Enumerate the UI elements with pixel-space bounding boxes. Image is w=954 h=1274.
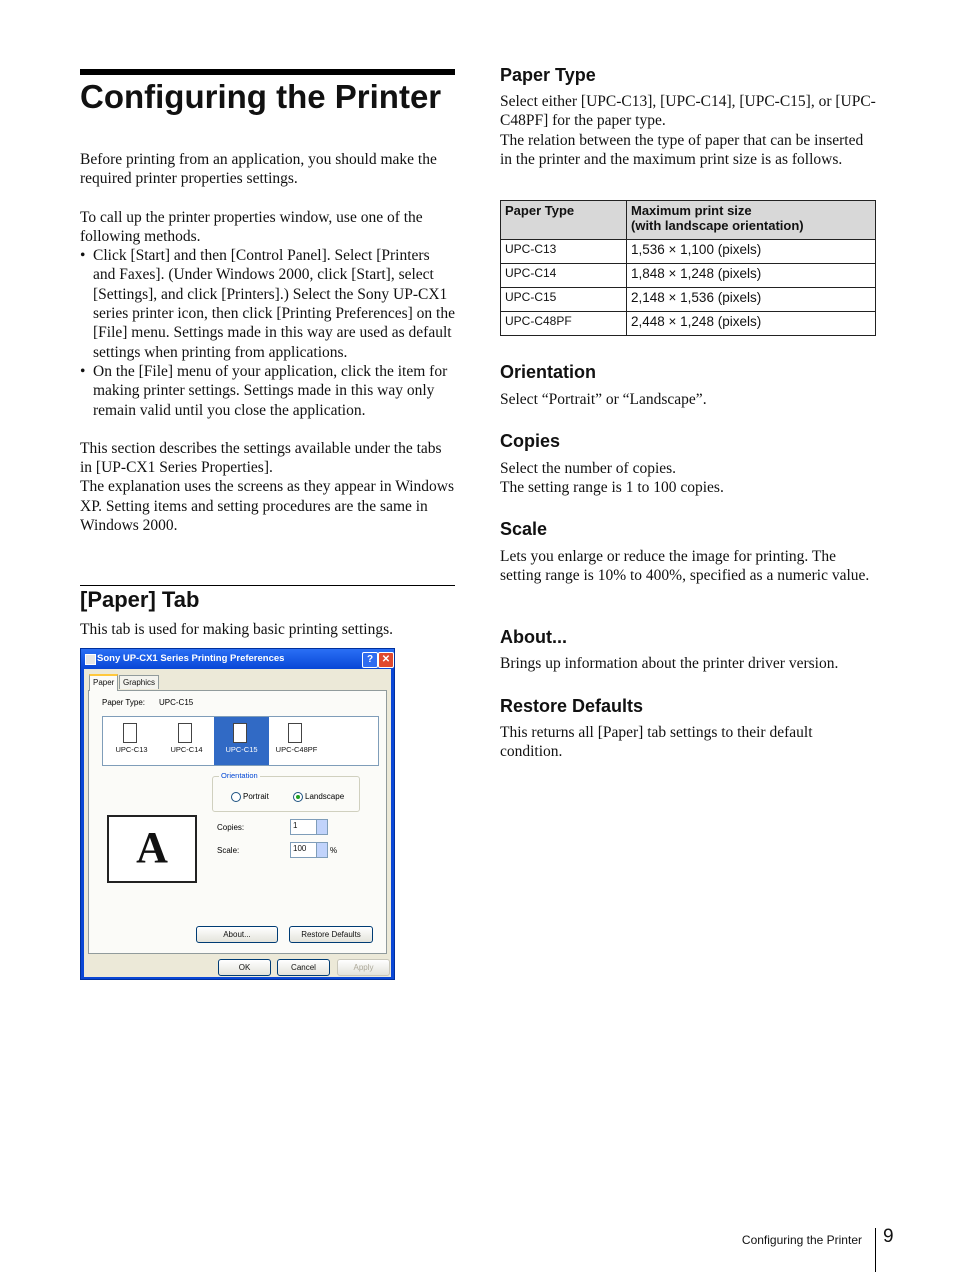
column-header-line-2: (with landscape orientation) <box>631 218 804 233</box>
paper-icon <box>123 723 137 743</box>
close-button[interactable]: ✕ <box>378 652 394 668</box>
scale-unit: % <box>330 846 338 855</box>
scale-heading: Scale <box>500 519 548 539</box>
apply-button[interactable]: Apply <box>337 959 390 976</box>
table-cell: UPC-C13 <box>501 240 627 264</box>
restore-defaults-button[interactable]: Restore Defaults <box>289 926 373 943</box>
paper-type-paragraph-2: The relation between the type of paper that can be inserted in the printer and the maximum print size is as follows. <box>500 131 864 168</box>
about-text: Brings up information about the printer driver version. <box>500 655 839 672</box>
orientation-text: Select “Portrait” or “Landscape”. <box>500 391 707 408</box>
section-rule <box>80 585 455 586</box>
dialog-titlebar <box>81 649 394 669</box>
print-preview <box>107 815 197 883</box>
orientation-group <box>212 771 360 812</box>
paper-type-paragraph-1: Select either [UPC-C13], [UPC-C14], [UPC-C15], or [UPC-C48PF] for the paper type. <box>500 93 876 130</box>
table-cell: UPC-C15 <box>501 288 627 312</box>
paper-item-label: UPC-C14 <box>170 745 203 754</box>
table-cell: UPC-C14 <box>501 264 627 288</box>
printing-preferences-dialog <box>80 648 395 980</box>
copies-label: Copies: <box>217 823 245 832</box>
about-heading: About... <box>500 627 567 647</box>
copies-spin-buttons[interactable] <box>316 820 327 834</box>
paper-item-upc-c15[interactable] <box>214 717 269 765</box>
footer-label: Configuring the Printer <box>741 1233 862 1247</box>
intro-paragraph-2: To call up the printer properties window, use one of the following methods. <box>80 208 423 245</box>
column-header-paper-type: Paper Type <box>501 201 627 240</box>
left-body <box>80 150 455 535</box>
printer-icon <box>85 654 96 665</box>
tab-graphics[interactable]: Graphics <box>119 675 159 689</box>
help-button[interactable]: ? <box>362 652 378 668</box>
page-number: 9 <box>883 1226 894 1247</box>
table-row <box>501 288 876 312</box>
paper-type-value: UPC-C15 <box>159 698 194 707</box>
table-cell: 2,448 × 1,248 (pixels) <box>627 312 876 336</box>
landscape-label: Landscape <box>305 792 345 801</box>
paper-item-label: UPC-C13 <box>115 745 148 754</box>
section-description: This tab is used for making basic printing settings. <box>80 621 393 638</box>
about-button[interactable]: About... <box>196 926 278 943</box>
scale-text: Lets you enlarge or reduce the image for printing. The setting range is 10% to 400%, specified as a numeric value. <box>500 548 870 585</box>
table-cell: 2,148 × 1,536 (pixels) <box>627 288 876 312</box>
list-item: • Click [Start] and then [Control Panel]. Select [Printers and Faxes]. (Under Windows 2000, click [Start], select [Settings], and click [Printers].) Select the Sony UP-CX1 series printer icon, then click [Printing Preferences] on the [File] menu. Settings made in this way are used as default settings when printing from applications. <box>80 246 455 362</box>
scale-value: 100 <box>293 844 307 853</box>
ok-button[interactable]: OK <box>218 959 271 976</box>
scale-label: Scale: <box>217 846 240 855</box>
preview-glyph: A <box>136 823 168 872</box>
paper-type-list <box>102 716 379 766</box>
paper-tab-panel <box>88 690 387 954</box>
footer-rule <box>875 1228 876 1272</box>
dialog-body <box>84 669 391 977</box>
orientation-legend: Orientation <box>221 771 258 780</box>
tab-paper[interactable]: Paper <box>89 674 118 691</box>
paper-type-label: Paper Type: <box>102 698 145 707</box>
intro-paragraph-4: The explanation uses the screens as they appear in Windows XP. Setting items and setting procedures are the same in Windows 2000. <box>80 478 454 535</box>
paper-item-upc-c14[interactable] <box>159 717 214 765</box>
paper-icon <box>178 723 192 743</box>
landscape-radio[interactable] <box>293 792 303 802</box>
dialog-title: Sony UP-CX1 Series Printing Preferences <box>97 653 285 664</box>
paper-item-label: UPC-C48PF <box>275 745 318 754</box>
portrait-label: Portrait <box>243 792 269 801</box>
copies-paragraph-1: Select the number of copies. <box>500 460 677 477</box>
column-header-line-1: Maximum print size <box>631 203 752 218</box>
paper-type-text <box>500 92 876 169</box>
paper-item-upc-c13[interactable] <box>104 717 159 765</box>
paper-item-label: UPC-C15 <box>225 745 258 754</box>
table-cell: 1,848 × 1,248 (pixels) <box>627 264 876 288</box>
page-title: Configuring the Printer <box>80 78 442 115</box>
portrait-radio[interactable] <box>231 792 241 802</box>
restore-defaults-heading: Restore Defaults <box>500 696 644 716</box>
orientation-heading: Orientation <box>500 362 597 382</box>
table-row <box>501 264 876 288</box>
scale-spinner[interactable] <box>290 842 328 858</box>
copies-value: 1 <box>293 821 298 830</box>
intro-paragraph-1: Before printing from an application, you should make the required printer properties settings. <box>80 151 437 188</box>
paper-icon <box>288 723 302 743</box>
paper-item-upc-c48pf[interactable] <box>269 717 324 765</box>
copies-paragraph-2: The setting range is 1 to 100 copies. <box>500 479 724 497</box>
title-rule <box>80 69 455 75</box>
method-list <box>80 246 455 420</box>
copies-text <box>500 459 876 498</box>
table-row <box>501 312 876 336</box>
table-cell: 1,536 × 1,100 (pixels) <box>627 240 876 264</box>
copies-heading: Copies <box>500 431 561 451</box>
column-header-max-print-size <box>627 201 876 240</box>
cancel-button[interactable]: Cancel <box>277 959 330 976</box>
scale-spin-buttons[interactable] <box>316 843 327 857</box>
paper-size-table <box>500 200 876 336</box>
paper-icon <box>233 723 247 743</box>
restore-defaults-text: This returns all [Paper] tab settings to their default condition. <box>500 724 813 761</box>
table-row <box>501 240 876 264</box>
intro-paragraph-3: This section describes the settings available under the tabs in [UP-CX1 Series Properties]. <box>80 439 442 477</box>
list-item: • On the [File] menu of your application, click the item for making printer settings. Settings made in this way only remain valid until you close the application. <box>80 362 455 420</box>
paper-type-heading: Paper Type <box>500 65 596 85</box>
copies-spinner[interactable] <box>290 819 328 835</box>
table-cell: UPC-C48PF <box>501 312 627 336</box>
section-title: [Paper] Tab <box>80 587 200 612</box>
table-header-row <box>501 201 876 240</box>
